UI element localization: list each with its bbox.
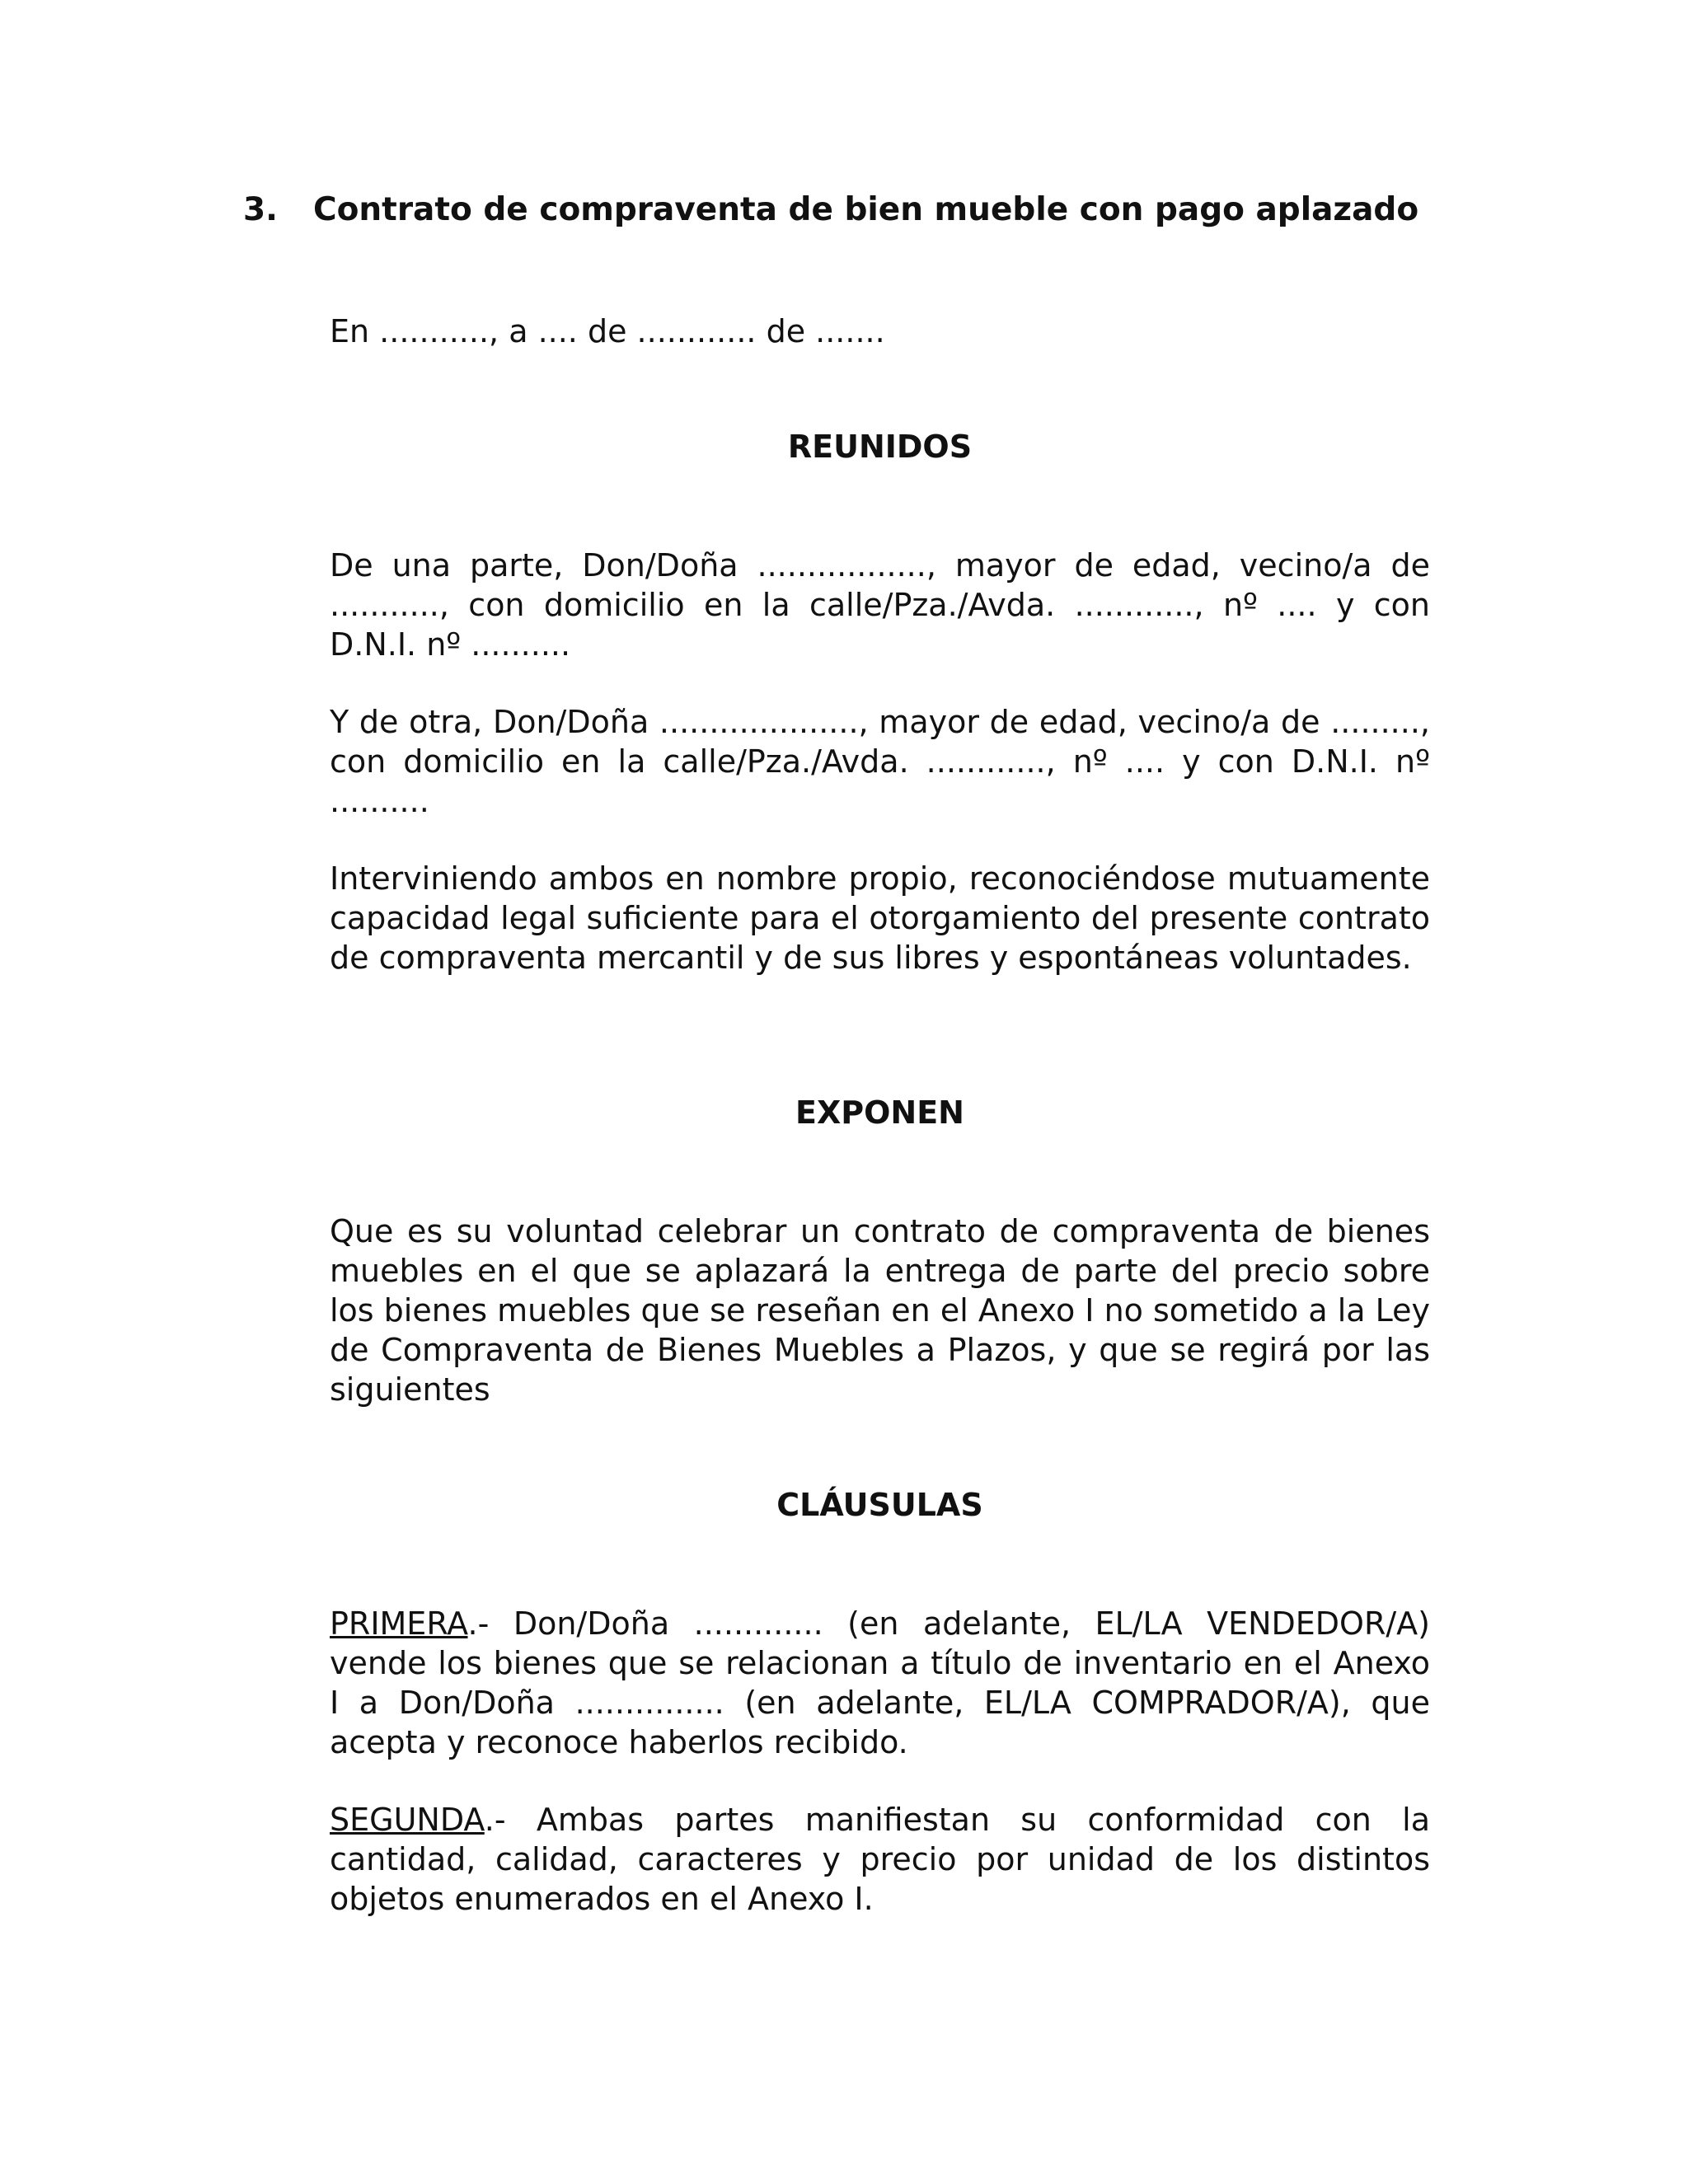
section-heading-clausulas: CLÁUSULAS	[776, 1487, 983, 1523]
clause-segunda-text: Ambas partes manifiestan su conformidad con la cantidad, calidad, caracteres y precio por unidad de los distintos objetos enumerados en el Anexo I.	[330, 1802, 1430, 1917]
paragraph-second-party: Y de otra, Don/Doña ...................., mayor de edad, vecino/a de ........., con domicilio en la calle/Pza./Avda. ............, nº .... y con D.N.I. nº ..........	[330, 704, 1430, 819]
clause-primera-label: PRIMERA	[330, 1605, 468, 1642]
paragraph-first-party: De una parte, Don/Doña ................., mayor de edad, vecino/a de ..........., con domicilio en la calle/Pza./Avda. ............, nº .... y con D.N.I. nº ..........	[330, 547, 1430, 663]
title-number: 3.	[243, 191, 278, 228]
place-date-line: En ..........., a .... de ............ de .......	[330, 313, 885, 349]
paragraph-exponen: Que es su voluntad celebrar un contrato de compraventa de bienes muebles en el que se aplazará la entrega de parte del precio sobre los bienes muebles que se reseñan en el Anexo I no sometido a la Ley de Compraventa de Bienes Muebles a Plazos, y que se regirá por las siguientes	[330, 1213, 1430, 1408]
section-heading-exponen: EXPONEN	[795, 1094, 964, 1131]
clause-primera	[330, 1604, 1430, 1762]
paragraph-intervention: Interviniendo ambos en nombre propio, reconociéndose mutuamente capacidad legal suficiente para el otorgamiento del presente contrato de compraventa mercantil y de sus libres y espontáneas voluntades.	[330, 860, 1430, 976]
document-title	[243, 191, 1418, 228]
title-text: Contrato de compraventa de bien mueble con pago aplazado	[313, 191, 1419, 228]
clause-primera-separator: .-	[467, 1605, 490, 1642]
clause-primera-text: Don/Doña ............. (en adelante, EL/LA VENDEDOR/A) vende los bienes que se relacionan a título de inventario en el Anexo I a Don/Doña ............... (en adelante, EL/LA COMPRADOR/A), que acepta y reconoce haberlos recibido.	[330, 1605, 1430, 1760]
clause-segunda	[330, 1800, 1430, 1919]
clause-segunda-separator: .-	[484, 1802, 506, 1838]
section-heading-reunidos: REUNIDOS	[787, 429, 973, 465]
clause-segunda-label: SEGUNDA	[330, 1802, 485, 1838]
